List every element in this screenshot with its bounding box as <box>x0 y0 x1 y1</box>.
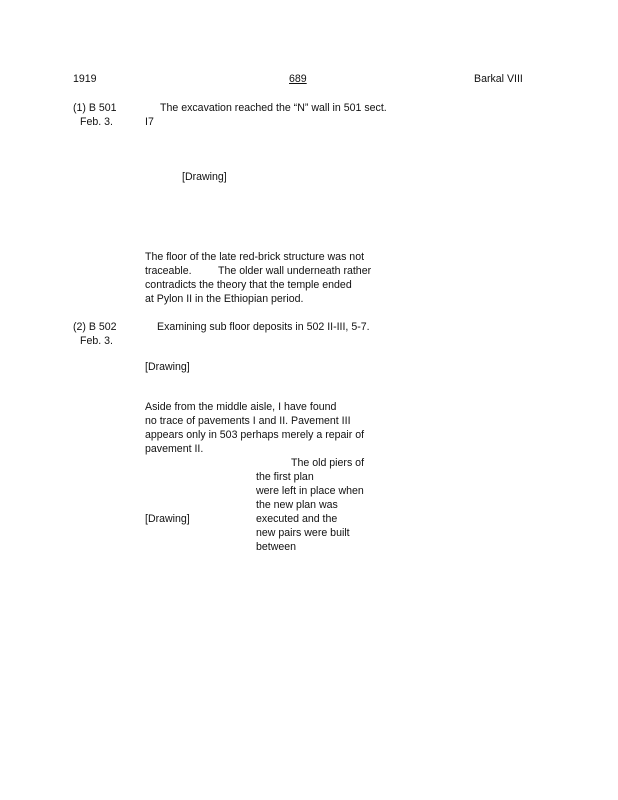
side-note-line7: between <box>256 541 297 553</box>
entry-2-para-line1: Aside from the middle aisle, I have found <box>145 401 337 413</box>
entry-2-label: (2) B 502 <box>73 321 117 333</box>
entry-1-para-line4: at Pylon II in the Ethiopian period. <box>145 293 304 305</box>
entry-1-label: (1) B 501 <box>73 102 117 114</box>
page-number: 689 <box>289 73 307 85</box>
entry-2-drawing-placeholder-1: [Drawing] <box>145 361 190 373</box>
entry-1-para-line2-right: The older wall underneath rather <box>218 265 372 277</box>
entry-1-date: Feb. 3. <box>80 116 113 128</box>
side-note-line1: The old piers of <box>291 457 365 469</box>
entry-2-para-line2: no trace of pavements I and II. Pavement III <box>145 415 351 427</box>
entry-1-para-line2-left: traceable. <box>145 265 192 277</box>
entry-2-date: Feb. 3. <box>80 335 113 347</box>
header-year: 1919 <box>73 73 97 85</box>
side-note-line2: the first plan <box>256 471 314 483</box>
side-note-line3: were left in place when <box>256 485 364 497</box>
entry-1-intro-line2: I7 <box>145 116 154 128</box>
side-note-line4: the new plan was <box>256 499 338 511</box>
entry-2-para-line4: pavement II. <box>145 443 204 455</box>
entry-2-para-line3: appears only in 503 perhaps merely a repair of <box>145 429 365 441</box>
header-site: Barkal VIII <box>474 73 523 85</box>
side-note-line6: new pairs were built <box>256 527 350 539</box>
side-note-line5: executed and the <box>256 513 338 525</box>
entry-1-para-line1: The floor of the late red-brick structure was not <box>145 251 365 263</box>
entry-1-intro-line1: The excavation reached the “N” wall in 501 sect. <box>160 102 387 114</box>
entry-1-drawing-placeholder: [Drawing] <box>182 171 227 183</box>
entry-2-drawing-placeholder-2: [Drawing] <box>145 513 190 525</box>
entry-1-para-line3: contradicts the theory that the temple ended <box>145 279 352 291</box>
entry-2-intro-line1: Examining sub floor deposits in 502 II-III, 5-7. <box>157 321 370 333</box>
